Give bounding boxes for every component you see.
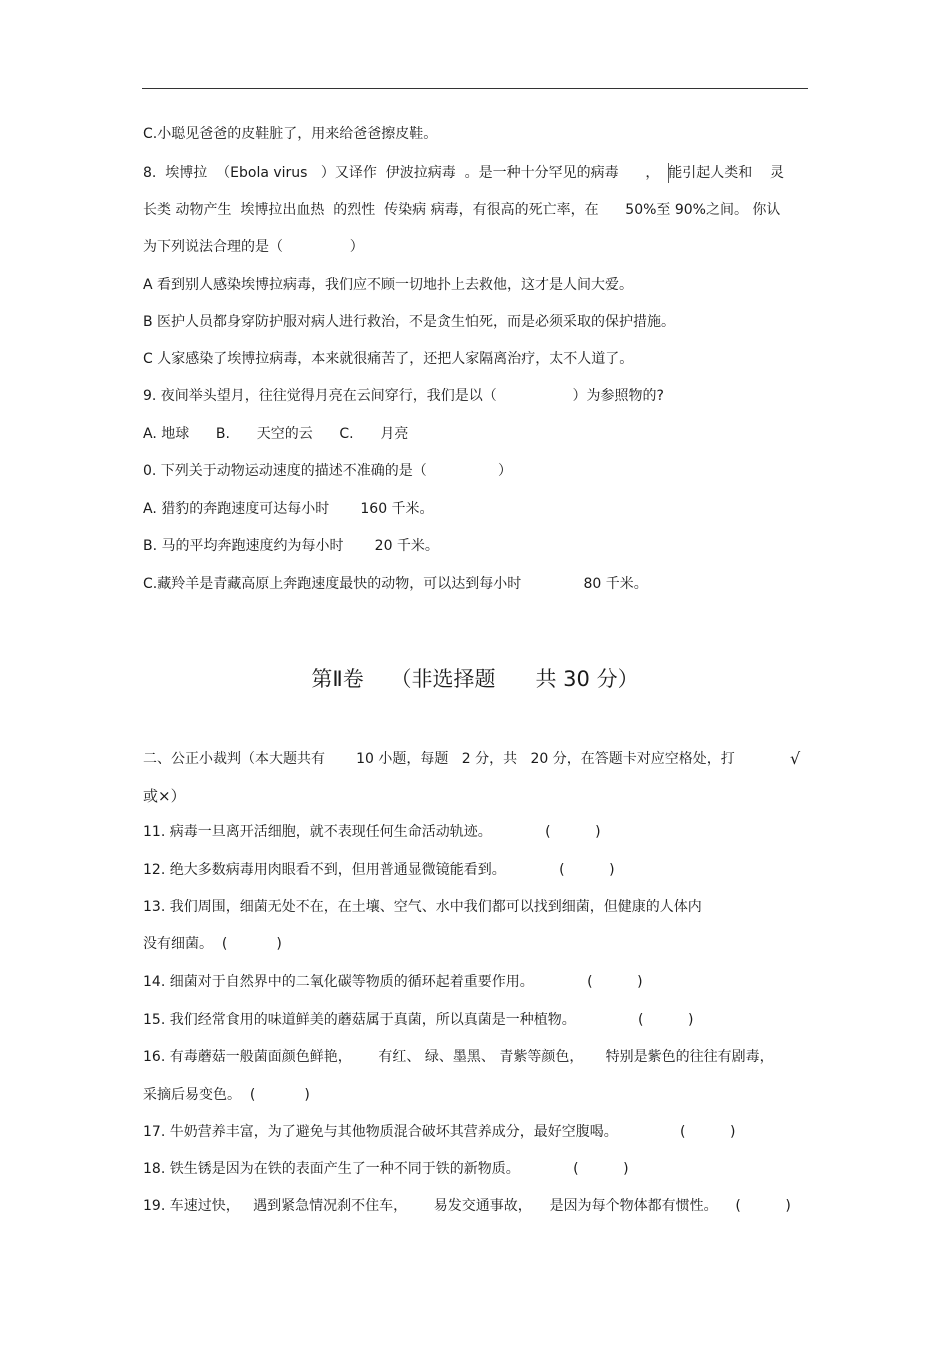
- options-q9: A. 地球 B. 天空的云 C. 月亮: [143, 426, 409, 442]
- option-b-q8: B 医护人员都身穿防护服对病人进行救治，不是贪生怕死，而是必须采取的保护措施。: [143, 314, 676, 330]
- question-12: 12. 绝大多数病毒用肉眼看不到，但用普通显微镜能看到。 ( ): [143, 862, 615, 878]
- section-title: 第Ⅱ卷 （非选择题 共 30 分）: [311, 667, 639, 691]
- question-10: 0. 下列关于动物运动速度的描述不准确的是（ ）: [143, 463, 513, 479]
- question-8-line1: 8. 埃博拉 （Ebola virus ）又译作 伊波拉病毒 。是一种十分罕见的病毒 ， 能引起人类和 灵: [143, 165, 785, 181]
- option-c-q10: C.藏羚羊是青藏高原上奔跑速度最快的动物，可以达到每小时 80 千米。: [143, 576, 648, 592]
- question-16-line1: 16. 有毒蘑菇一般菌面颜色鲜艳， 有红、 绿、墨黑、 青紫等颜色， 特别是紫色的往往有剧毒，: [143, 1049, 774, 1065]
- option-c-q8: C 人家感染了埃博拉病毒，本来就很痛苦了，还把人家隔离治疗，太不人道了。: [143, 351, 634, 367]
- question-9: 9. 夜间举头望月，往往觉得月亮在云间穿行，我们是以（ ）为参照物的?: [143, 388, 664, 404]
- question-13-line2: 没有细菌。 ( ): [143, 936, 282, 952]
- option-c-q7: C.小聪见爸爸的皮鞋脏了，用来给爸爸擦皮鞋。: [143, 126, 438, 142]
- section2-heading-line1: 二、公正小裁判（本大题共有 10 小题，每题 2 分，共 20 分，在答题卡对应空格处，打: [143, 751, 735, 767]
- question-8-line3: 为下列说法合理的是（ ）: [143, 239, 364, 255]
- option-a-q10: A. 猎豹的奔跑速度可达每小时 160 千米。: [143, 501, 434, 517]
- question-18: 18. 铁生锈是因为在铁的表面产生了一种不同于铁的新物质。 ( ): [143, 1161, 629, 1177]
- question-19: 19. 车速过快， 遇到紧急情况刹不住车， 易发交通事故， 是因为每个物体都有惯性。 ( ): [143, 1198, 791, 1214]
- question-15: 15. 我们经常食用的味道鲜美的蘑菇属于真菌，所以真菌是一种植物。 ( ): [143, 1012, 694, 1028]
- check-mark: √: [790, 749, 801, 768]
- question-11: 11. 病毒一旦离开活细胞，就不表现任何生命活动轨迹。 ( ): [143, 824, 601, 840]
- section2-heading-line2: 或×）: [143, 787, 186, 805]
- header-rule: [142, 88, 808, 89]
- question-17: 17. 牛奶营养丰富，为了避免与其他物质混合破坏其营养成分，最好空腹喝。 ( ): [143, 1124, 736, 1140]
- question-14: 14. 细菌对于自然界中的二氧化碳等物质的循环起着重要作用。 ( ): [143, 974, 643, 990]
- option-b-q10: B. 马的平均奔跑速度约为每小时 20 千米。: [143, 538, 439, 554]
- question-8-line2: 长类 动物产生 埃博拉出血热 的烈性 传染病 病毒，有很高的死亡率，在 50%至 90%之间。 你认: [143, 202, 781, 218]
- question-16-line2: 采摘后易变色。 ( ): [143, 1087, 310, 1103]
- option-a-q8: A 看到别人感染埃博拉病毒，我们应不顾一切地扑上去救他，这才是人间大爱。: [143, 277, 634, 293]
- question-13-line1: 13. 我们周围，细菌无处不在，在土壤、空气、水中我们都可以找到细菌，但健康的人体内: [143, 899, 702, 915]
